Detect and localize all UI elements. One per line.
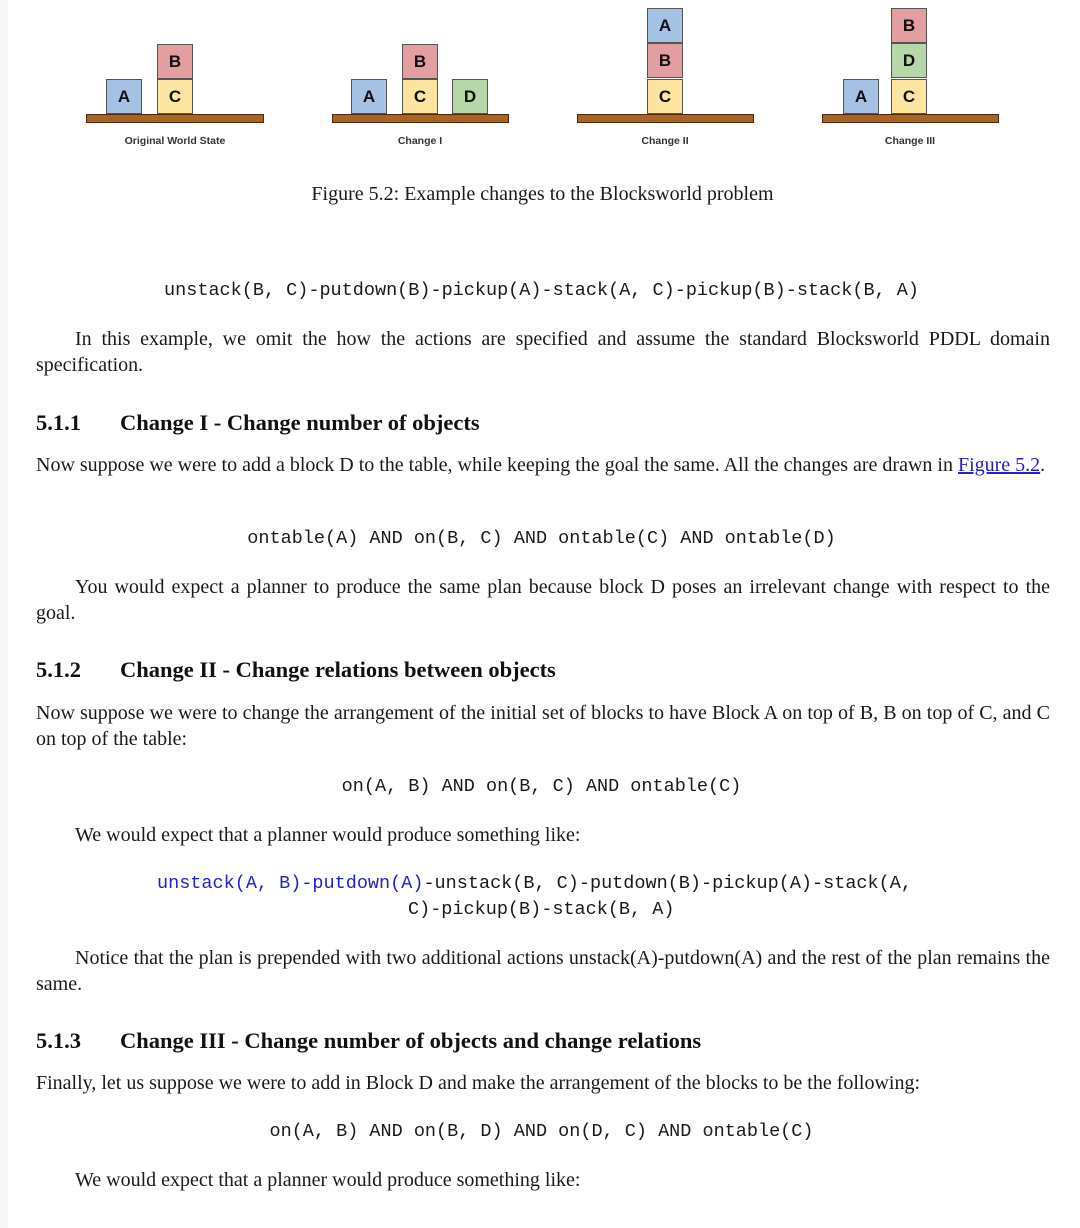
section2-paragraph-3: Notice that the plan is prepended with two additional actions unstack(A)-putdown(A) and the rest of the plan remains the same. bbox=[36, 947, 1050, 995]
table-shelf bbox=[577, 114, 754, 123]
panel-label: Change I bbox=[397, 135, 443, 147]
goal-change-i: ontable(A) AND on(B, C) AND ontable(C) AND ontable(D) bbox=[247, 528, 836, 549]
plan-prepended-actions: unstack(A, B)-putdown(A) bbox=[157, 873, 424, 894]
section1-paragraph-2: You would expect a planner to produce the same plan because block D poses an irrelevant change with respect to the goal. bbox=[36, 576, 1050, 624]
block-a: A bbox=[351, 79, 387, 114]
block-c: C bbox=[891, 79, 927, 114]
section3-paragraph: Finally, let us suppose we were to add in Block D and make the arrangement of the blocks to be the following: bbox=[36, 1072, 921, 1094]
panel-label: Original World State bbox=[124, 135, 226, 147]
section-heading-5-1-3 bbox=[36, 1028, 701, 1054]
panel-label: Change III bbox=[884, 135, 936, 147]
section-heading-5-1-1 bbox=[36, 410, 480, 436]
panel-label: Change II bbox=[641, 135, 689, 147]
intro-paragraph: In this example, we omit the how the actions are specified and assume the standard Blocksworld PDDL domain specification. bbox=[36, 328, 1050, 376]
plan-rest: -unstack(B, C)-putdown(B)-pickup(A)-stack(A, bbox=[423, 873, 912, 894]
section-number: 5.1.3 bbox=[36, 1028, 81, 1053]
section2-paragraph: Now suppose we were to change the arrangement of the initial set of blocks to have Block A on top of B, B on top of C, and C on top of the table: bbox=[36, 702, 1050, 750]
section-heading-5-1-2 bbox=[36, 657, 556, 683]
block-d: D bbox=[452, 79, 488, 114]
section-title: Change II - Change relations between objects bbox=[120, 657, 556, 682]
section-title: Change III - Change number of objects and change relations bbox=[120, 1028, 702, 1053]
plan-change-ii-line2: C)-pickup(B)-stack(B, A) bbox=[408, 899, 675, 920]
block-a: A bbox=[647, 8, 683, 43]
block-d: D bbox=[891, 43, 927, 78]
block-c: C bbox=[402, 79, 438, 114]
goal-change-iii: on(A, B) AND on(B, D) AND on(D, C) AND ontable(C) bbox=[269, 1121, 814, 1142]
plan-change-ii-line1 bbox=[157, 873, 912, 894]
section3-paragraph-2: We would expect that a planner would produce something like: bbox=[75, 1169, 581, 1191]
block-a: A bbox=[843, 79, 879, 114]
block-b: B bbox=[157, 44, 193, 79]
section-number: 5.1.2 bbox=[36, 657, 81, 682]
figure-caption: Figure 5.2: Example changes to the Blocksworld problem bbox=[311, 183, 774, 205]
table-shelf bbox=[86, 114, 264, 123]
goal-change-ii: on(A, B) AND on(B, C) AND ontable(C) bbox=[341, 776, 742, 797]
plan-original: unstack(B, C)-putdown(B)-pickup(A)-stack(A, C)-pickup(B)-stack(B, A) bbox=[164, 280, 919, 301]
block-c: C bbox=[647, 79, 683, 114]
section-number: 5.1.1 bbox=[36, 410, 81, 435]
section1-paragraph-text: Now suppose we were to add a block D to the table, while keeping the goal the same. All the changes are drawn in bbox=[36, 454, 958, 476]
section2-paragraph-2: We would expect that a planner would produce something like: bbox=[75, 824, 581, 846]
block-b: B bbox=[891, 8, 927, 43]
table-shelf bbox=[332, 114, 509, 123]
figure-link[interactable]: Figure 5.2 bbox=[957, 454, 1041, 476]
block-c: C bbox=[157, 79, 193, 114]
section1-paragraph bbox=[36, 452, 1050, 478]
period: . bbox=[1040, 454, 1046, 476]
table-shelf bbox=[822, 114, 999, 123]
block-b: B bbox=[402, 44, 438, 79]
section-title: Change I - Change number of objects bbox=[120, 410, 480, 435]
block-a: A bbox=[106, 79, 142, 114]
block-b: B bbox=[647, 43, 683, 78]
